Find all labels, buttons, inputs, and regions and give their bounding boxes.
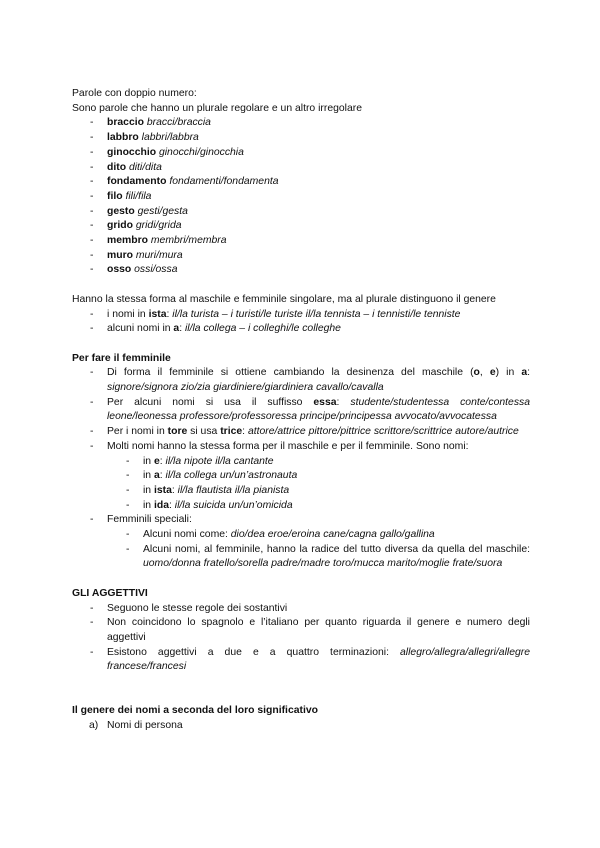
list-item: - Per alcuni nomi si usa il suffisso essa: studente/studentessa conte/contessa leone/leonessa professore/professoressa principe/principessa avvocato/avvocatessa [72,396,530,425]
list-item: - dito diti/dita [72,161,530,176]
femminile-heading: Per fare il femminile [72,352,171,364]
double-plural-list [72,116,530,278]
same-form-text: Hanno la stessa forma al maschile e femminile singolare, ma al plurale distinguono il genere [72,293,496,305]
femminile-list [72,366,530,572]
same-form-list [72,308,530,337]
list-item: - braccio bracci/braccia [72,116,530,131]
list-item: - in a: il/la collega un/un’astronauta [72,469,530,484]
list-item: - in ida: il/la suicida un/un’omicida [72,499,530,514]
list-item: - alcuni nomi in a: il/la collega – i colleghi/le colleghe [72,322,530,337]
list-item: - Molti nomi hanno la stessa forma per il maschile e per il femminile. Sono nomi: - in e: il/la nipote il/la cantante - in a: il/la collega un/un’astronauta - in ista: il/la flautista il/la pianista - in ida: il/la suicida un/un’omicida [72,440,530,514]
aggettivi-list [72,602,530,676]
document-page [72,87,530,733]
list-item: - muro muri/mura [72,249,530,264]
list-item: - in ista: il/la flautista il/la pianista [72,484,530,499]
list-item: - filo fili/fila [72,190,530,205]
list-item: - Femminili speciali: - Alcuni nomi come: dio/dea eroe/eroina cane/cagna gallo/gallina - Alcuni nomi, al femminile, hanno la radice del tutto diversa da quella del maschile: uomo/donna fratello/sorella padre/madre toro/mucca marito/moglie frate/suora [72,513,530,572]
special-feminine-sublist [72,528,530,572]
list-item: - Non coincidono lo spagnolo e l’italiano per quanto riguarda il genere e numero degli aggettivi [72,616,530,645]
list-marker: a) [89,719,99,731]
list-item: - ginocchio ginocchi/ginocchia [72,146,530,161]
list-item: - Esistono aggettivi a due e a quattro terminazioni: allegro/allegra/allegri/allegre francese/francesi [72,646,530,675]
same-form-sublist [72,455,530,514]
list-item-text: Nomi di persona [107,719,183,731]
list-item: - Di forma il femminile si ottiene cambiando la desinenza del maschile (o, e) in a: signore/signora zio/zia giardiniere/giardiniera cavallo/cavalla [72,366,530,395]
list-item: - Alcuni nomi come: dio/dea eroe/eroina cane/cagna gallo/gallina [72,528,530,543]
aggettivi-heading: GLI AGGETTIVI [72,587,148,599]
list-item: - membro membri/membra [72,234,530,249]
list-item: - grido gridi/grida [72,219,530,234]
list-item: - i nomi in ista: il/la turista – i turisti/le turiste il/la tennista – i tennisti/le tenniste [72,308,530,323]
alpha-list-item [72,719,530,734]
list-item: - Per i nomi in tore si usa trice: attore/attrice pittore/pittrice scrittore/scrittrice autore/autrice [72,425,530,440]
list-item: - labbro labbri/labbra [72,131,530,146]
list-item: - Alcuni nomi, al femminile, hanno la radice del tutto diversa da quella del maschile: uomo/donna fratello/sorella padre/madre toro/mucca marito/moglie frate/suora [72,543,530,572]
list-item: - Seguono le stesse regole dei sostantivi [72,602,530,617]
list-item: - osso ossi/ossa [72,263,530,278]
list-item: - gesto gesti/gesta [72,205,530,220]
genere-heading: Il genere dei nomi a seconda del loro significativo [72,705,318,717]
list-item: - in e: il/la nipote il/la cantante [72,455,530,470]
intro-description: Sono parole che hanno un plurale regolare e un altro irregolare [72,102,362,114]
intro-title: Parole con doppio numero: [72,88,197,99]
list-item: - fondamento fondamenti/fondamenta [72,175,530,190]
